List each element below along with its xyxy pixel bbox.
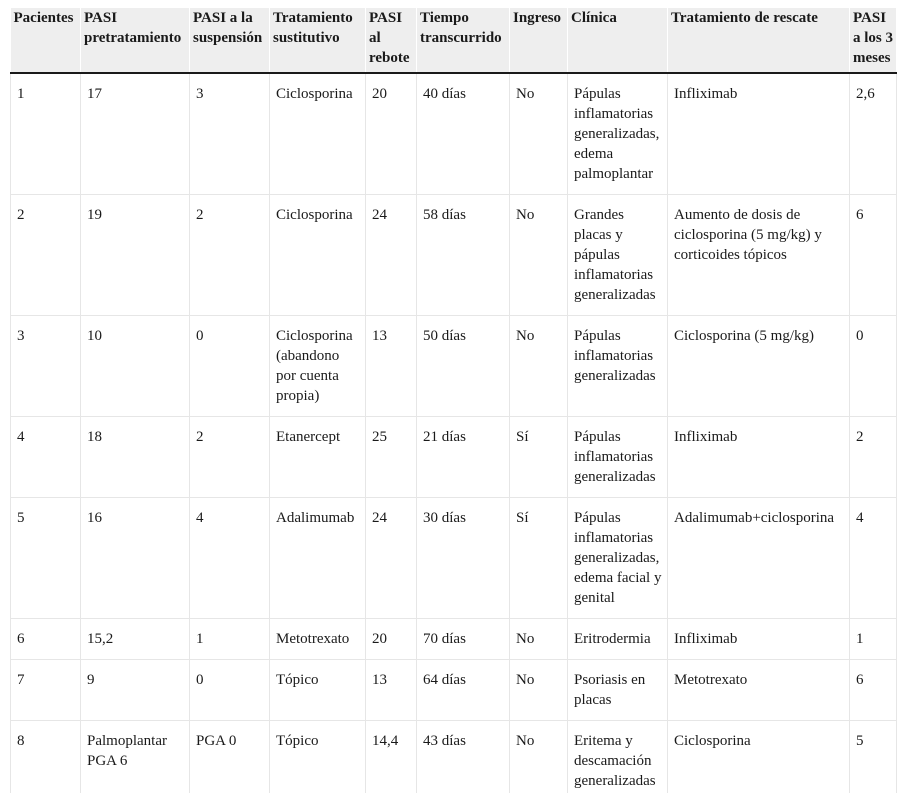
cell-tratamiento-rescate: Ciclosporina: [668, 721, 850, 793]
cell-tratamiento-sustitutivo: Tópico: [270, 660, 366, 721]
header-cell-pasi-suspension: PASI a la suspensión: [190, 8, 270, 73]
cell-pasi-pretratamiento: 16: [81, 498, 190, 619]
cell-paciente: 6: [11, 619, 81, 660]
cell-tratamiento-sustitutivo: Etanercept: [270, 417, 366, 498]
header-cell-tratamiento-sustitutivo: Tratamiento sustitutivo: [270, 8, 366, 73]
cell-pasi-rebote: 14,4: [366, 721, 417, 793]
table-row: [11, 619, 897, 660]
patient-table-container: [10, 8, 896, 793]
cell-pasi-pretratamiento: Palmoplantar PGA 6: [81, 721, 190, 793]
cell-pasi-3-meses: 6: [850, 660, 897, 721]
patient-table: [10, 8, 897, 793]
table-row: [11, 721, 897, 793]
cell-pasi-suspension: 2: [190, 195, 270, 316]
cell-pasi-3-meses: 0: [850, 316, 897, 417]
cell-tiempo-transcurrido: 50 días: [417, 316, 510, 417]
cell-pasi-pretratamiento: 15,2: [81, 619, 190, 660]
cell-clinica: Pápulas inflamatorias generalizadas, edema palmoplantar: [568, 73, 668, 195]
cell-pasi-suspension: 2: [190, 417, 270, 498]
cell-clinica: Eritema y descamación generalizadas: [568, 721, 668, 793]
cell-pasi-3-meses: 1: [850, 619, 897, 660]
cell-tratamiento-sustitutivo: Ciclosporina: [270, 195, 366, 316]
cell-pasi-rebote: 20: [366, 73, 417, 195]
cell-tratamiento-sustitutivo: Tópico: [270, 721, 366, 793]
cell-pasi-3-meses: 4: [850, 498, 897, 619]
cell-tratamiento-sustitutivo: Metotrexato: [270, 619, 366, 660]
cell-pasi-suspension: PGA 0: [190, 721, 270, 793]
header-cell-pacientes: Pacientes: [11, 8, 81, 73]
cell-tratamiento-rescate: Metotrexato: [668, 660, 850, 721]
cell-pasi-rebote: 13: [366, 316, 417, 417]
cell-clinica: Pápulas inflamatorias generalizadas: [568, 316, 668, 417]
cell-paciente: 5: [11, 498, 81, 619]
cell-ingreso: No: [510, 316, 568, 417]
header-cell-ingreso: Ingreso: [510, 8, 568, 73]
cell-paciente: 8: [11, 721, 81, 793]
cell-pasi-suspension: 3: [190, 73, 270, 195]
cell-ingreso: No: [510, 619, 568, 660]
cell-clinica: Grandes placas y pápulas inflamatorias generalizadas: [568, 195, 668, 316]
cell-pasi-pretratamiento: 18: [81, 417, 190, 498]
cell-ingreso: No: [510, 195, 568, 316]
cell-pasi-pretratamiento: 17: [81, 73, 190, 195]
table-row: [11, 73, 897, 195]
cell-pasi-suspension: 0: [190, 316, 270, 417]
header-cell-tiempo-transcurrido: Tiempo transcurrido: [417, 8, 510, 73]
header-cell-pasi-3-meses: PASI a los 3 meses: [850, 8, 897, 73]
cell-tratamiento-rescate: Infliximab: [668, 417, 850, 498]
cell-tratamiento-sustitutivo: Adalimumab: [270, 498, 366, 619]
cell-pasi-pretratamiento: 9: [81, 660, 190, 721]
table-row: [11, 195, 897, 316]
table-row: [11, 417, 897, 498]
cell-tratamiento-sustitutivo: Ciclosporina (abandono por cuenta propia): [270, 316, 366, 417]
cell-tratamiento-rescate: Infliximab: [668, 619, 850, 660]
cell-pasi-suspension: 1: [190, 619, 270, 660]
cell-paciente: 2: [11, 195, 81, 316]
cell-paciente: 7: [11, 660, 81, 721]
cell-tiempo-transcurrido: 70 días: [417, 619, 510, 660]
header-cell-tratamiento-rescate: Tratamiento de rescate: [668, 8, 850, 73]
cell-pasi-suspension: 4: [190, 498, 270, 619]
cell-ingreso: No: [510, 73, 568, 195]
cell-pasi-rebote: 24: [366, 498, 417, 619]
cell-tratamiento-rescate: Infliximab: [668, 73, 850, 195]
cell-pasi-3-meses: 5: [850, 721, 897, 793]
cell-tiempo-transcurrido: 30 días: [417, 498, 510, 619]
cell-tiempo-transcurrido: 40 días: [417, 73, 510, 195]
cell-pasi-suspension: 0: [190, 660, 270, 721]
cell-ingreso: No: [510, 721, 568, 793]
cell-ingreso: No: [510, 660, 568, 721]
cell-pasi-rebote: 13: [366, 660, 417, 721]
header-cell-pasi-pretratamiento: PASI pretratamiento: [81, 8, 190, 73]
cell-pasi-rebote: 24: [366, 195, 417, 316]
cell-tratamiento-rescate: Aumento de dosis de ciclosporina (5 mg/kg) y corticoides tópicos: [668, 195, 850, 316]
cell-clinica: Pápulas inflamatorias generalizadas: [568, 417, 668, 498]
cell-ingreso: Sí: [510, 498, 568, 619]
cell-pasi-rebote: 20: [366, 619, 417, 660]
cell-pasi-pretratamiento: 10: [81, 316, 190, 417]
cell-pasi-pretratamiento: 19: [81, 195, 190, 316]
cell-tiempo-transcurrido: 64 días: [417, 660, 510, 721]
cell-pasi-3-meses: 6: [850, 195, 897, 316]
cell-pasi-3-meses: 2: [850, 417, 897, 498]
table-row: [11, 316, 897, 417]
cell-tiempo-transcurrido: 21 días: [417, 417, 510, 498]
cell-clinica: Eritrodermia: [568, 619, 668, 660]
cell-paciente: 3: [11, 316, 81, 417]
header-cell-clinica: Clínica: [568, 8, 668, 73]
table-row: [11, 498, 897, 619]
cell-tratamiento-sustitutivo: Ciclosporina: [270, 73, 366, 195]
cell-tiempo-transcurrido: 43 días: [417, 721, 510, 793]
header-row: [11, 8, 897, 73]
cell-clinica: Pápulas inflamatorias generalizadas, edema facial y genital: [568, 498, 668, 619]
table-row: [11, 660, 897, 721]
cell-paciente: 1: [11, 73, 81, 195]
cell-ingreso: Sí: [510, 417, 568, 498]
cell-clinica: Psoriasis en placas: [568, 660, 668, 721]
cell-pasi-3-meses: 2,6: [850, 73, 897, 195]
cell-tiempo-transcurrido: 58 días: [417, 195, 510, 316]
cell-paciente: 4: [11, 417, 81, 498]
cell-tratamiento-rescate: Adalimumab+ciclosporina: [668, 498, 850, 619]
header-cell-pasi-rebote: PASI al rebote: [366, 8, 417, 73]
cell-pasi-rebote: 25: [366, 417, 417, 498]
cell-tratamiento-rescate: Ciclosporina (5 mg/kg): [668, 316, 850, 417]
